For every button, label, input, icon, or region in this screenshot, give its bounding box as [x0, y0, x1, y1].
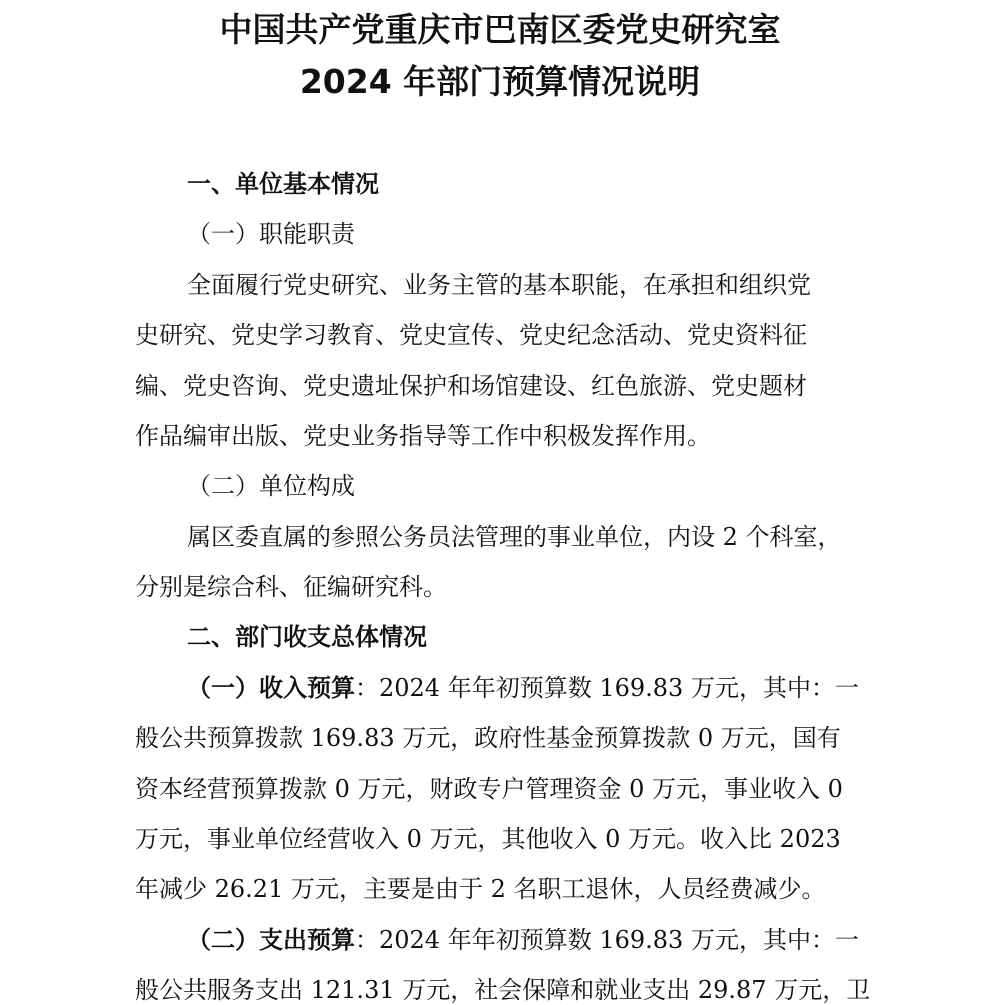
paragraph-line: 万元，事业单位经营收入 0 万元，其他收入 0 万元。收入比 2023 [135, 825, 841, 853]
expense-first-line [187, 920, 859, 955]
income-first-line [187, 668, 859, 703]
paragraph-line: 编、党史咨询、党史遗址保护和场馆建设、红色旅游、党史题材 [135, 372, 807, 400]
expense-first-line-text: ：2024 年年初预算数 169.83 万元，其中：一 [355, 926, 859, 954]
income-first-line-text: ：2024 年年初预算数 169.83 万元，其中：一 [355, 674, 859, 702]
expense-lead: （二）支出预算 [187, 926, 355, 954]
paragraph-line: 年减少 26.21 万元，主要是由于 2 名职工退休，人员经费减少。 [135, 875, 826, 903]
paragraph-line: 全面履行党史研究、业务主管的基本职能，在承担和组织党 [187, 271, 811, 299]
section1-heading: 一、单位基本情况 [187, 170, 379, 198]
paragraph-line: 作品编审出版、党史业务指导等工作中积极发挥作用。 [135, 422, 711, 450]
paragraph-line: 般公共服务支出 121.31 万元，社会保障和就业支出 29.87 万元，卫 [135, 976, 871, 1004]
document-title-line1: 中国共产党重庆市巴南区委党史研究室 [219, 10, 781, 49]
section1-subheading-duties: （一）职能职责 [187, 220, 355, 248]
paragraph-line: 般公共预算拨款 169.83 万元，政府性基金预算拨款 0 万元，国有 [135, 724, 841, 752]
paragraph-line: 资本经营预算拨款 0 万元，财政专户管理资金 0 万元，事业收入 0 [135, 775, 843, 803]
paragraph-line: 分别是综合科、征编研究科。 [135, 573, 447, 601]
section2-heading: 二、部门收支总体情况 [187, 623, 427, 651]
income-lead: （一）收入预算 [187, 674, 355, 702]
document-title-line2: 2024 年部门预算情况说明 [299, 62, 701, 101]
section1-subheading-structure: （二）单位构成 [187, 472, 355, 500]
paragraph-line: 属区委直属的参照公务员法管理的事业单位，内设 2 个科室， [187, 523, 842, 551]
paragraph-line: 史研究、党史学习教育、党史宣传、党史纪念活动、党史资料征 [135, 321, 807, 349]
